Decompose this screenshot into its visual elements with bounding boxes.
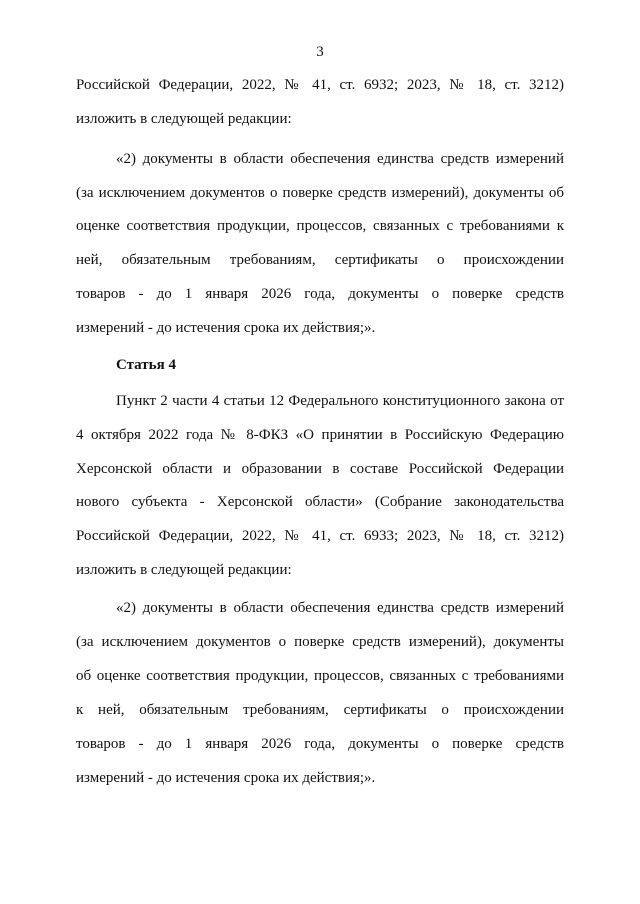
- text-line: Российской Федерации, 2022, № 41, ст. 6933; 2023, № 18, ст. 3212): [76, 528, 564, 544]
- page-number: 3: [316, 44, 324, 60]
- text-line: «2) документы в области обеспечения единства средств измерений: [116, 600, 564, 616]
- text-line: товаров - до 1 января 2026 года, документы о поверке средств: [76, 286, 564, 302]
- text-line: товаров - до 1 января 2026 года, документы о поверке средств: [76, 736, 564, 752]
- text-line: Российской Федерации, 2022, № 41, ст. 6932; 2023, № 18, ст. 3212): [76, 77, 564, 93]
- text-line: «2) документы в области обеспечения единства средств измерений: [116, 151, 564, 167]
- text-line: Херсонской области и образовании в составе Российской Федерации: [76, 461, 564, 477]
- text-line: изложить в следующей редакции:: [76, 562, 292, 578]
- text-line: к ней, обязательным требованиям, сертификаты о происхождении: [76, 702, 564, 718]
- article-heading: Статья 4: [116, 357, 176, 373]
- text-line: измерений - до истечения срока их действия;».: [76, 320, 376, 336]
- text-line: ней, обязательным требованиям, сертификаты о происхождении: [76, 252, 564, 268]
- text-line: 4 октября 2022 года № 8-ФКЗ «О принятии в Российскую Федерацию: [76, 427, 564, 443]
- text-line: об оценке соответствия продукции, процессов, связанных с требованиями: [76, 668, 564, 684]
- text-line: (за исключением документов о поверке средств измерений), документы: [76, 634, 564, 650]
- text-line: измерений - до истечения срока их действия;».: [76, 770, 376, 786]
- text-line: изложить в следующей редакции:: [76, 111, 292, 127]
- text-line: оценке соответствия продукции, процессов, связанных с требованиями к: [76, 218, 564, 234]
- text-line: Пункт 2 части 4 статьи 12 Федерального конституционного закона от: [116, 393, 564, 409]
- text-line: нового субъекта - Херсонской области» (Собрание законодательства: [76, 494, 564, 510]
- text-line: (за исключением документов о поверке средств измерений), документы об: [76, 185, 564, 201]
